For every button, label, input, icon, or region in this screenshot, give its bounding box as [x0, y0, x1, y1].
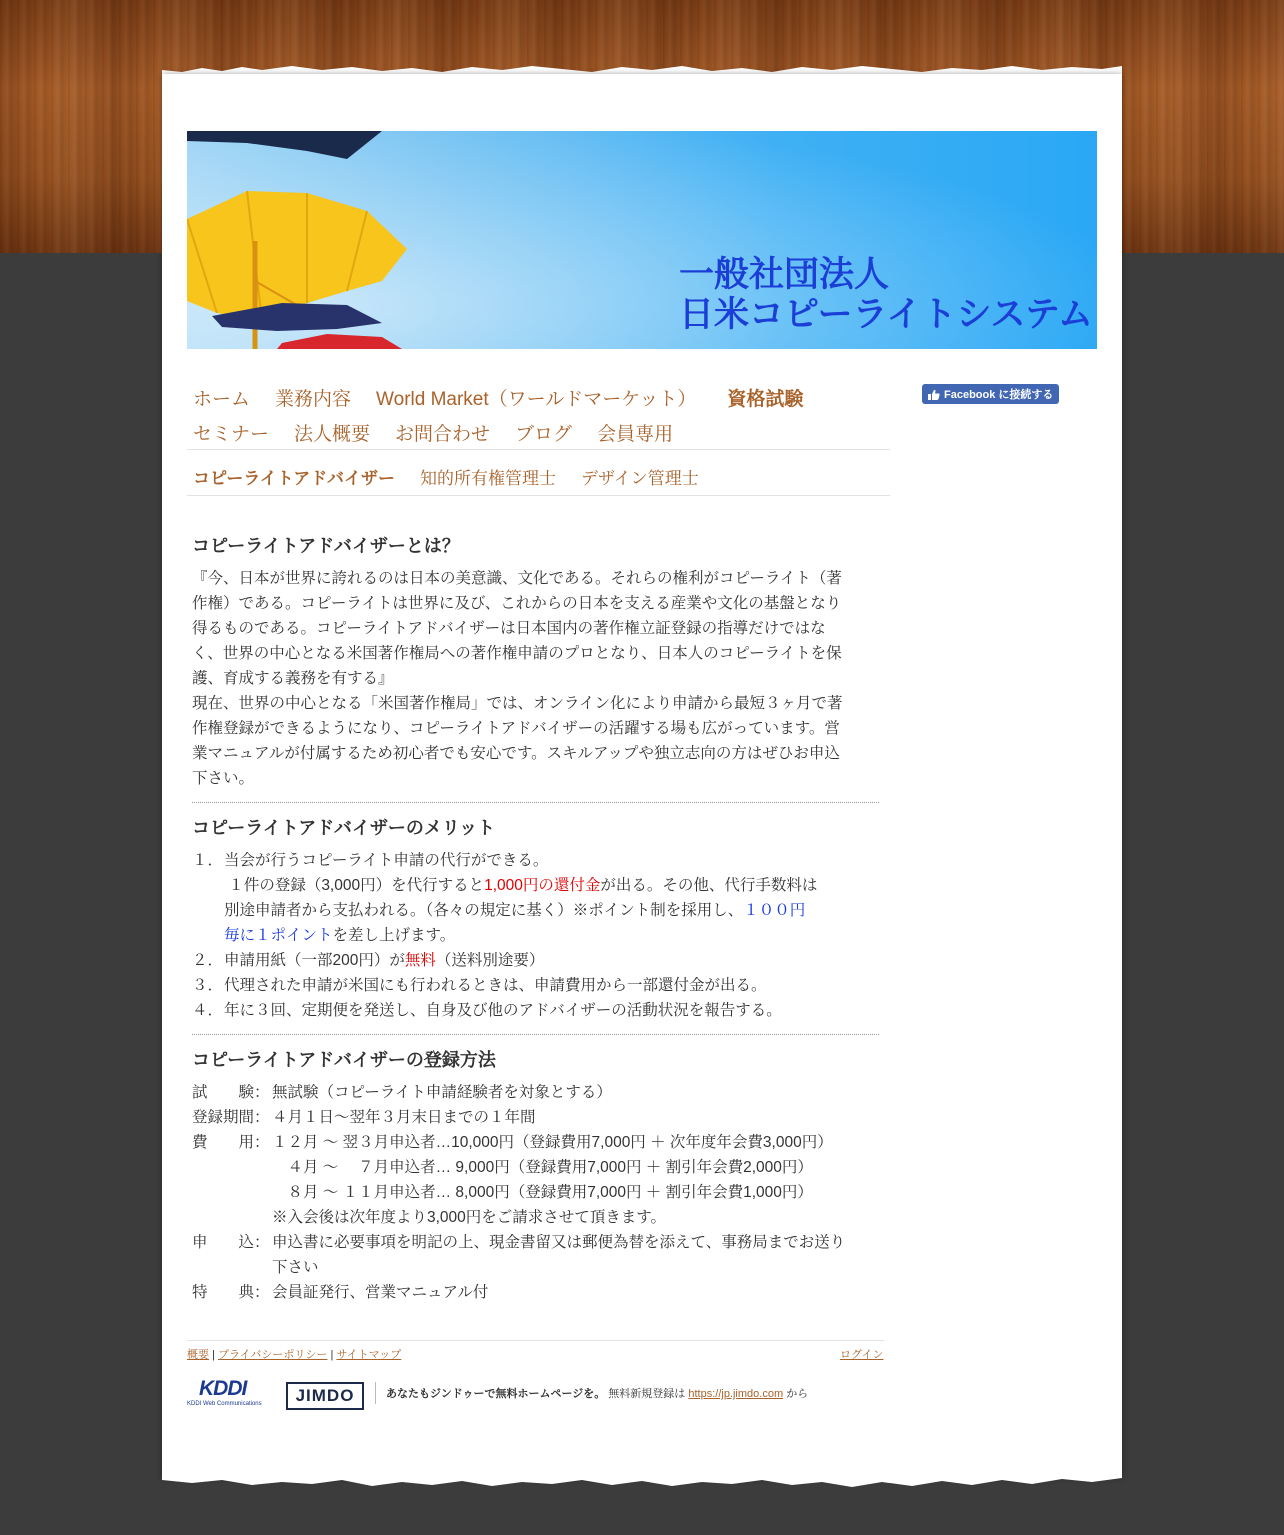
point-highlight: 毎に１ポイント	[224, 927, 333, 944]
thumbs-up-icon	[928, 389, 940, 400]
section-divider	[192, 1034, 879, 1035]
footer-divider	[187, 1340, 884, 1341]
jimdo-signup-link[interactable]: https://jp.jimdo.com	[688, 1388, 784, 1400]
sub-navigation	[193, 464, 724, 489]
nav-item-corporate-profile[interactable]: 法人概要	[294, 424, 371, 445]
nav-item-services[interactable]: 業務内容	[275, 389, 352, 410]
detail-row: 特 典： 会員証発行、営業マニュアル付	[192, 1284, 489, 1301]
intro-line: 得るものである。コピーライトアドバイザーは日本国内の著作権立証登録の指導だけではな	[192, 620, 826, 637]
kddi-logo[interactable]: KDDI KDDI Web Communications	[187, 1377, 262, 1407]
facebook-connect-label: Facebook に接続する	[944, 389, 1054, 401]
intro-line: 現在、世界の中心となる「米国著作権局」では、オンライン化により申請から最短３ヶ月で著	[192, 695, 843, 712]
footer-links: 概要 | プライバシーポリシー | サイトマップ	[187, 1349, 402, 1361]
refund-highlight: 1,000円の還付金	[484, 877, 601, 894]
free-highlight: 無料	[404, 952, 436, 969]
nav-item-seminar[interactable]: セミナー	[193, 424, 270, 445]
list-item: ４． 年に３回、定期便を発送し、自身及び他のアドバイザーの活動状況を報告する。	[192, 1002, 782, 1019]
main-navigation	[193, 380, 893, 450]
header-banner	[187, 131, 1097, 349]
section-heading-registration: コピーライトアドバイザーの登録方法	[192, 1050, 496, 1070]
list-item: １． 当会が行うコピーライト申請の代行ができる。 １件の登録（3,000円）を代行すると1,000円の還付金が出る。その他、代行手数料は 別途申請者から支払われる。（各々の規定に基く）※ポイント制を採用し、１００円 毎に１ポイントを差し上げます。	[192, 852, 818, 944]
subnav-item-design-manager[interactable]: デザイン管理士	[580, 469, 699, 488]
nav-item-contact[interactable]: お問合わせ	[395, 424, 491, 445]
intro-line: 下さい。	[192, 770, 255, 787]
jimdo-promo: あなたもジンドゥーで無料ホームページを。 無料新規登録は https://jp.jimdo.com から	[386, 1388, 809, 1400]
footer-link-sitemap[interactable]: サイトマップ	[336, 1349, 402, 1361]
intro-line: 作権登録ができるようになり、コピーライトアドバイザーの活躍する場も広がっています。営	[192, 720, 840, 737]
detail-row: 試 験： 無試験（コピーライト申請経験者を対象とする）	[192, 1084, 612, 1101]
detail-row: 申 込： 申込書に必要事項を明記の上、現金書留又は郵便為替を添えて、事務局までお送り 下さい	[192, 1234, 846, 1276]
nav-item-members[interactable]: 会員専用	[597, 424, 674, 445]
subnav-divider	[187, 495, 890, 496]
facebook-connect-button[interactable]	[922, 384, 1059, 404]
section-divider	[192, 802, 879, 803]
subnav-item-ip-manager[interactable]: 知的所有権管理士	[419, 469, 556, 488]
login-link[interactable]: ログイン	[840, 1349, 884, 1361]
section-heading-what-is: コピーライトアドバイザーとは？	[192, 536, 460, 556]
merits-list	[192, 848, 852, 1023]
intro-paragraph	[192, 566, 867, 791]
footer-link-about[interactable]: 概要	[187, 1349, 209, 1361]
detail-row: 費 用： １２月 ～ 翌３月申込者…10,000円（登録費用7,000円 ＋ 次年度年会費3,000円） ４月 ～ ７月申込者… 9,000円（登録費用7,000円 ＋ 割引年会費2,000円） ８月 ～ １１月申込者… 8,000円（登録費用7,000円 ＋ 割引年会費1,000円） ※入会後は次年度より3,000円をご請求させて頂きます。	[192, 1134, 833, 1226]
nav-divider	[187, 449, 890, 450]
point-highlight: １００円	[743, 902, 806, 919]
intro-line: く、世界の中心となる米国著作権局への著作権申請のプロとなり、日本人のコピーライトを保	[192, 645, 842, 662]
intro-line: 護、育成する義務を有する』	[192, 670, 394, 687]
intro-line: 作権）である。コピーライトは世界に及び、これからの日本を支える産業や文化の基盤となり	[192, 595, 842, 612]
subnav-item-copyright-advisor[interactable]: コピーライトアドバイザー	[193, 469, 395, 488]
nav-item-qualification-exam[interactable]: 資格試験	[727, 389, 804, 410]
nav-item-world-market[interactable]: World Market（ワールドマーケット）	[376, 389, 697, 410]
site-title: 一般社団法人 日米コピーライトシステム	[679, 255, 1094, 334]
intro-line: 『今、日本が世界に誇れるのは日本の美意識、文化である。それらの権利がコピーライト（著	[192, 570, 842, 587]
brand-separator	[375, 1382, 376, 1404]
registration-details	[192, 1080, 872, 1305]
nav-item-home[interactable]: ホーム	[193, 389, 251, 410]
footer-link-privacy[interactable]: プライバシーポリシー	[217, 1349, 328, 1361]
jimdo-logo[interactable]: JIMDO	[286, 1382, 364, 1410]
paper-torn-bottom-edge	[162, 1470, 1122, 1492]
list-item: ３． 代理された申請が米国にも行われるときは、申請費用から一部還付金が出る。	[192, 977, 767, 994]
list-item: ２． 申請用紙（一部200円）が無料（送料別途要）	[192, 952, 545, 969]
section-heading-merits: コピーライトアドバイザーのメリット	[192, 818, 496, 838]
intro-line: 業マニュアルが付属するため初心者でも安心です。スキルアップや独立志向の方はぜひお申込	[192, 745, 840, 762]
detail-row: 登録期間： ４月１日～翌年３月末日までの１年間	[192, 1109, 536, 1126]
nav-item-blog[interactable]: ブログ	[515, 424, 573, 445]
